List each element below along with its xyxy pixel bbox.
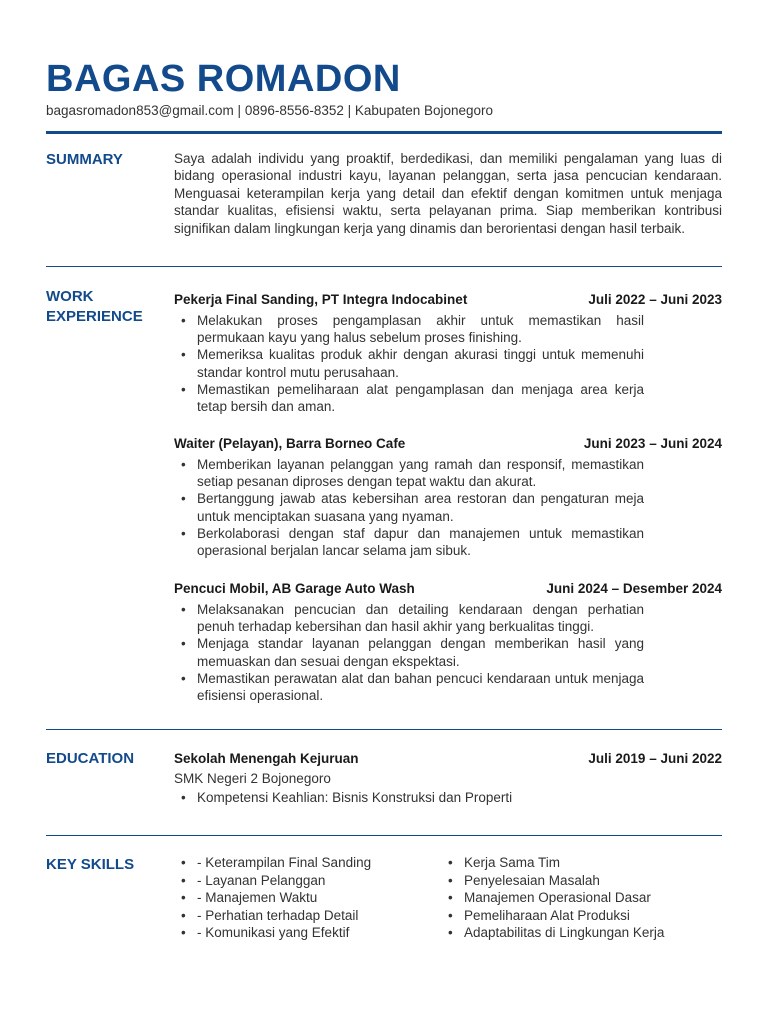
candidate-name: BAGAS ROMADON — [46, 58, 401, 100]
work-experience-heading — [46, 287, 143, 327]
summary-text: Saya adalah individu yang proaktif, berdedikasi, dan memiliki pengalaman yang luas di bidang operasional industri kayu, layanan pelanggan, serta jasa pencucian kendaraan. Menguasai keterampilan kerja yang detail dan efektif dengan komitmen untuk menjaga standar kualitas, efisiensi waktu, serta pelayanan prima. Siap memberikan kontribusi signifikan dalam lingkungan kerja yang dinamis dan berorientasi dengan hasil terbaik. — [174, 151, 722, 236]
contact-line: bagasromadon853@gmail.com | 0896-8556-8352 | Kabupaten Bojonegoro — [46, 103, 494, 118]
education-detail-item: • Kompetensi Keahlian: Bisnis Konstruksi dan Properti — [174, 789, 644, 806]
skill-item: • Pemeliharaan Alat Produksi — [441, 907, 701, 925]
duty-item: • Memeriksa kualitas produk akhir dengan akurasi tinggi untuk memenuhi standar kontrol mutu perusahaan. — [174, 346, 644, 380]
section-divider — [46, 835, 722, 836]
section-divider — [46, 729, 722, 730]
duty-item: • Bertanggung jawab atas kebersihan area restoran dan pengaturan meja untuk menciptakan suasana yang nyaman. — [174, 490, 644, 524]
skills-column-left — [174, 854, 434, 942]
duty-item: • Berkolaborasi dengan staf dapur dan manajemen untuk memastikan operasional berjalan lancar selama jam sibuk. — [174, 525, 644, 559]
job-title: Waiter (Pelayan), Barra Borneo Cafe — [174, 436, 406, 451]
summary-heading: SUMMARY — [46, 151, 123, 168]
skill-item: • - Komunikasi yang Efektif — [174, 924, 434, 942]
school-name: SMK Negeri 2 Bojonegoro — [174, 771, 331, 786]
skill-item: • Adaptabilitas di Lingkungan Kerja — [441, 924, 701, 942]
education-heading: EDUCATION — [46, 750, 135, 767]
job-duties — [174, 312, 644, 415]
education-date: Juli 2019 – Juni 2022 — [588, 751, 722, 766]
school-type: Sekolah Menengah Kejuruan — [174, 751, 359, 766]
job-date: Juni 2023 – Juni 2024 — [583, 436, 722, 451]
education-entry — [174, 751, 722, 806]
job-entry — [174, 436, 722, 559]
skills-column-right — [441, 854, 701, 942]
education-details — [174, 789, 644, 806]
duty-item: • Memastikan perawatan alat dan bahan pencuci kendaraan untuk menjaga efisiensi operasional. — [174, 670, 644, 704]
job-title: Pencuci Mobil, AB Garage Auto Wash — [174, 581, 415, 596]
section-divider — [46, 266, 722, 267]
duty-item: • Menjaga standar layanan pelanggan dengan memberikan hasil yang memuaskan dan sesuai dengan ekspektasi. — [174, 635, 644, 669]
duty-item: • Memastikan pemeliharaan alat pengamplasan dan menjaga area kerja tetap bersih dan aman. — [174, 381, 644, 415]
skill-item: • - Perhatian terhadap Detail — [174, 907, 434, 925]
work-heading-line1: WORK — [46, 288, 94, 305]
job-entry — [174, 581, 722, 704]
job-date: Juni 2024 – Desember 2024 — [546, 581, 722, 596]
key-skills-heading: KEY SKILLS — [46, 856, 135, 873]
skill-item: • - Keterampilan Final Sanding — [174, 854, 434, 872]
header-divider — [46, 131, 722, 134]
duty-item: • Melakukan proses pengamplasan akhir untuk memastikan hasil permukaan kayu yang halus sebelum proses finishing. — [174, 312, 644, 346]
job-date: Juli 2022 – Juni 2023 — [588, 292, 722, 307]
duty-item: • Melaksanakan pencucian dan detailing kendaraan dengan perhatian penuh terhadap kebersihan dan hasil akhir yang berkualitas tinggi. — [174, 601, 644, 635]
skill-item: • - Manajemen Waktu — [174, 889, 434, 907]
skill-item: • Manajemen Operasional Dasar — [441, 889, 701, 907]
job-duties — [174, 601, 644, 704]
work-heading-line2: EXPERIENCE — [46, 308, 143, 325]
job-entry — [174, 292, 722, 415]
skill-item: • - Layanan Pelanggan — [174, 872, 434, 890]
skill-item: • Kerja Sama Tim — [441, 854, 701, 872]
duty-item: • Memberikan layanan pelanggan yang ramah dan responsif, memastikan setiap pesanan diproses dengan tepat waktu dan akurat. — [174, 456, 644, 490]
job-title: Pekerja Final Sanding, PT Integra Indocabinet — [174, 292, 468, 307]
job-duties — [174, 456, 644, 559]
skill-item: • Penyelesaian Masalah — [441, 872, 701, 890]
